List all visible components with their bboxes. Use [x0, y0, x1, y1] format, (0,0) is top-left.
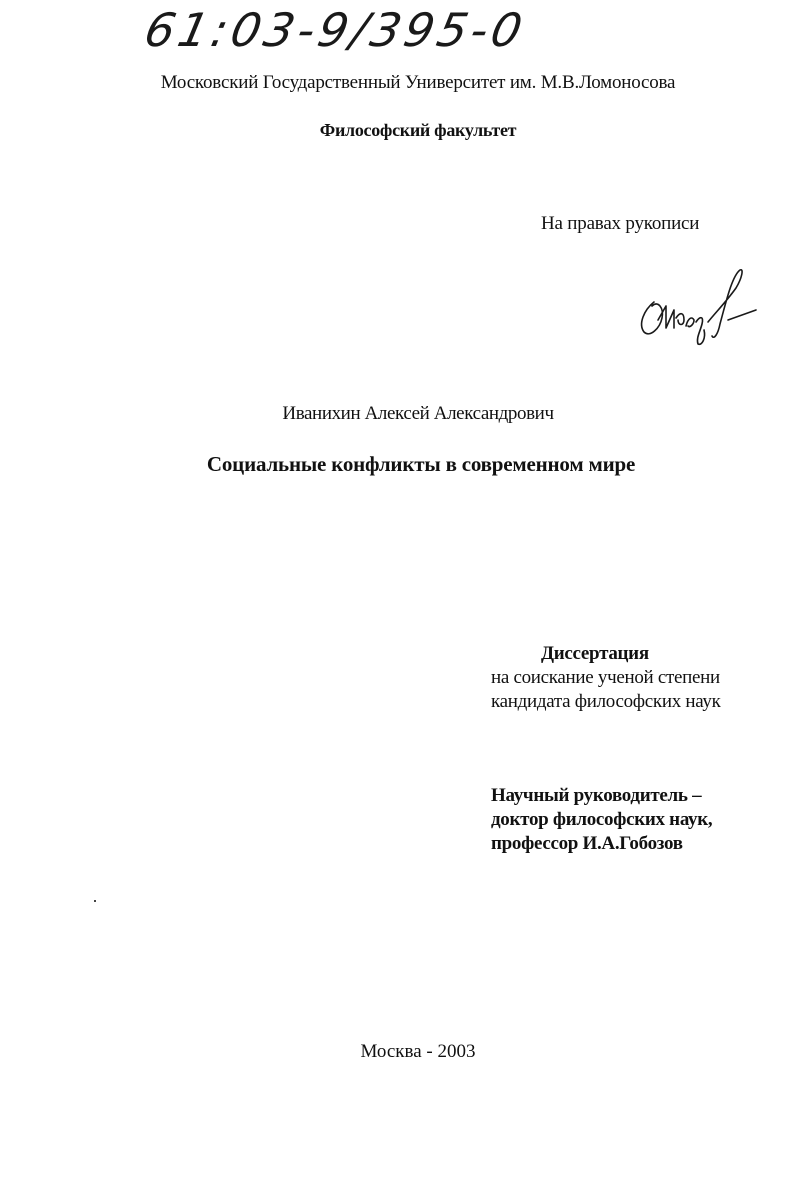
- supervisor-line: Научный руководитель –: [491, 785, 702, 806]
- supervisor-line: профессор И.А.Гобозов: [491, 833, 683, 854]
- handwritten-archive-code: [140, 0, 540, 60]
- degree-line: на соискание ученой степени: [491, 667, 720, 688]
- author-signature: [636, 262, 760, 346]
- scan-artifact-dot: [94, 900, 96, 902]
- supervisor-line: доктор философских наук,: [491, 809, 713, 830]
- city-and-year: Москва - 2003: [360, 1041, 476, 1062]
- author-name: Иванихин Алексей Александрович: [282, 403, 554, 424]
- dissertation-title: Социальные конфликты в современном мире: [206, 452, 636, 476]
- faculty-name: Философский факультет: [319, 120, 517, 140]
- dissertation-label: Диссертация: [541, 643, 649, 664]
- university-name: Московский Государственный Университет им. М.В.Ломоносова: [160, 72, 676, 93]
- degree-line: кандидата философских наук: [491, 691, 721, 712]
- archive-code-text: 61:03-9/395-0: [140, 3, 531, 57]
- manuscript-note: На правах рукописи: [541, 213, 700, 234]
